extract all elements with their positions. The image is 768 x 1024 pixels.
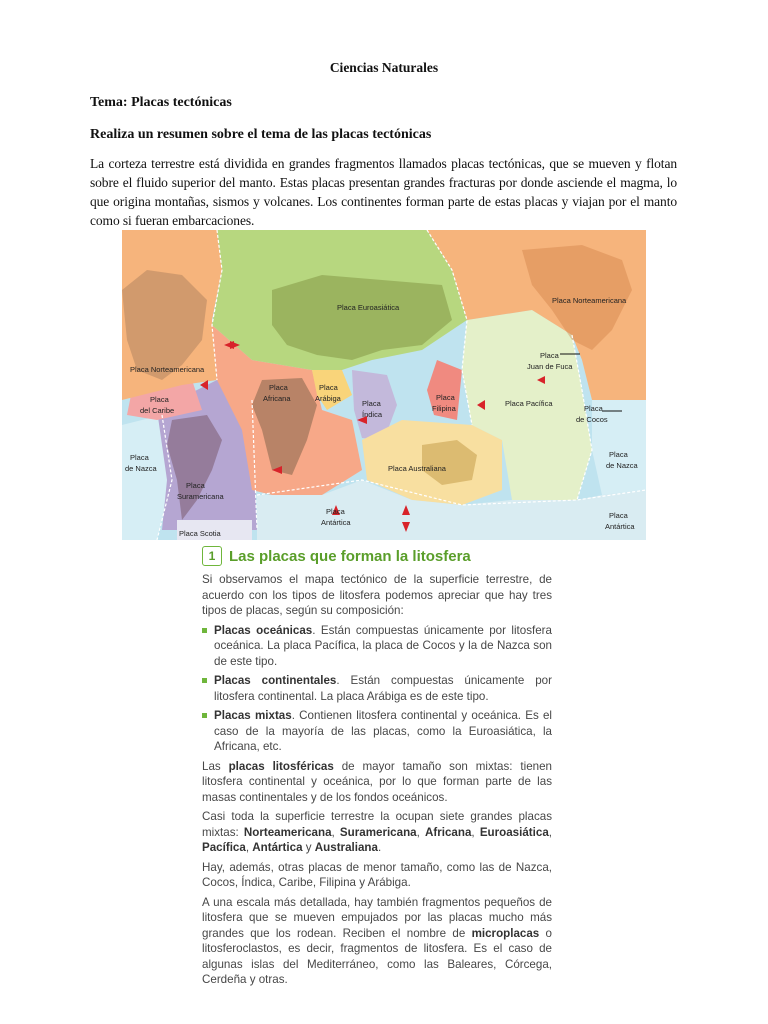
term-continentales: Placas continentales: [214, 674, 337, 687]
p3-and: y: [302, 841, 315, 854]
label-antartica-center-2: Antártica: [321, 518, 351, 527]
label-arabiga-1: Placa: [319, 383, 338, 392]
section-number: 1: [202, 546, 222, 566]
p3-start: Casi toda la superficie terrestre la ocupan siete grandes placas mixtas:: [202, 810, 552, 839]
label-norteamericana-east: Placa Norteamericana: [552, 296, 627, 305]
p2-start: Las: [202, 759, 229, 773]
label-antartica-center-1: Placa: [326, 507, 345, 516]
label-arabiga-2: Arábiga: [315, 394, 341, 403]
term-placas-litosfericas: placas litosféricas: [228, 759, 334, 773]
book-paragraph-3: [202, 809, 552, 856]
p5-end: o litosferoclastos, es decir, fragmentos de litosfera. Es el caso de algunas islas del Mediterráneo, como las Baleares, Córcega, Cerdeña y otras.: [202, 926, 553, 986]
label-filipina-2: Filipina: [432, 404, 456, 413]
label-cocos-1: Placa: [584, 404, 603, 413]
term-norteamericana: Norteamericana: [243, 825, 332, 839]
label-indica-1: Placa: [362, 399, 381, 408]
document-topic: Tema: Placas tectónicas: [90, 95, 232, 110]
term-pacifica: Pacífica: [202, 841, 246, 854]
section-heading: [202, 544, 552, 568]
label-nazca-east-2: de Nazca: [606, 461, 638, 470]
p3-sep: ,: [331, 825, 340, 839]
p3-sep: ,: [416, 825, 426, 839]
p3-sep: ,: [548, 825, 552, 839]
tectonic-plates-map: [122, 230, 646, 540]
bullet-continentales: [202, 673, 552, 704]
bullet-oceanicas: [202, 623, 552, 670]
label-africana-1: Placa: [269, 383, 288, 392]
label-caribe-2: del Caribe: [140, 406, 175, 415]
label-nazca-west-2: de Nazca: [125, 464, 157, 473]
label-antartica-east-2: Antártica: [605, 522, 635, 531]
bullet-square-icon: [202, 678, 207, 683]
label-juan-de-fuca-1: Placa: [540, 351, 559, 360]
label-indica-2: Índica: [362, 410, 383, 419]
term-mixtas: Placas mixtas: [214, 709, 292, 722]
term-microplacas: microplacas: [471, 926, 540, 940]
bullet-continentales-body: . Están compuestas únicamente por litosfera continental. La placa Arábiga es de este tipo.: [214, 674, 552, 703]
document-task: Realiza un resumen sobre el tema de las placas tectónicas: [90, 127, 432, 142]
p3-sep: ,: [245, 841, 253, 854]
intro-paragraph: La corteza terrestre está dividida en grandes fragmentos llamados placas tectónicas, que se mueven y flotan sobre el fluido superior del manto. Estas placas presentan grandes fracturas por donde asciende el magma, lo que origina montañas, sismos y volcanes. Los continentes forman parte de estas placas y viajan por el manto como si fueran embarcaciones.: [90, 156, 677, 228]
textbook-excerpt: [202, 544, 552, 988]
term-antartica: Antártica: [252, 841, 303, 854]
document-title: Ciencias Naturales: [329, 60, 439, 75]
p2-end: de mayor tamaño son mixtas: tienen litosfera continental y oceánica, por lo que forman parte de las masas continentales y de los fondos oceánicos.: [202, 759, 552, 804]
label-suramericana-1: Placa: [186, 481, 205, 490]
p3-sep: ,: [471, 825, 480, 839]
bullet-mixtas-body: . Contienen litosfera continental y oceánica. Es el caso de la mayoría de las placas, como la Euroasiática, la Africana, etc.: [214, 709, 552, 753]
bullet-mixtas-text: [214, 708, 552, 755]
section-heading-text: Las placas que forman la litosfera: [229, 547, 471, 565]
book-paragraph-4: Hay, además, otras placas de menor tamaño, como las de Nazca, Cocos, Índica, Caribe, Filipina y Arábiga.: [202, 860, 552, 889]
label-caribe-1: Placa: [150, 395, 169, 404]
term-africana: Africana: [425, 825, 472, 839]
bullet-square-icon: [202, 628, 207, 633]
bullet-oceanicas-text: [214, 623, 552, 670]
bullet-mixtas: [202, 708, 552, 755]
label-norteamericana-west: Placa Norteamericana: [130, 365, 205, 374]
term-oceanicas: Placas oceánicas: [214, 623, 313, 637]
label-juan-de-fuca-2: Juan de Fuca: [527, 362, 573, 371]
label-africana-2: Africana: [263, 394, 291, 403]
label-scotia: Placa Scotia: [179, 529, 221, 538]
label-antartica-east-1: Placa: [609, 511, 628, 520]
bullet-oceanicas-body: . Están compuestas únicamente por litosfera oceánica. La placa Pacífica, la placa de Cocos y la de Nazca son de este tipo.: [214, 623, 552, 668]
term-euroasiatica: Euroasiática: [479, 825, 549, 839]
p5-start: A una escala más detallada, hay también fragmentos pequeños de litosfera que se mueven empujados por las placas mucho más grandes que los rodean. Reciben el nombre de: [202, 895, 552, 940]
label-nazca-east-1: Placa: [609, 450, 628, 459]
term-australiana: Australiana: [314, 841, 378, 854]
book-paragraph-5: [202, 895, 552, 988]
label-australiana: Placa Australiana: [388, 464, 446, 473]
label-cocos-2: de Cocos: [576, 415, 608, 424]
bullet-continentales-text: [214, 673, 552, 704]
book-paragraph-1: Si observamos el mapa tectónico de la superficie terrestre, de acuerdo con los tipos de litosfera podemos apreciar que hay tres tipos de placas, según su composición:: [202, 573, 552, 617]
bullet-square-icon: [202, 713, 207, 718]
book-paragraph-2: [202, 759, 552, 806]
label-pacifica: Placa Pacífica: [505, 399, 553, 408]
label-nazca-west-1: Placa: [130, 453, 149, 462]
label-filipina-1: Placa: [436, 393, 455, 402]
term-suramericana: Suramericana: [339, 825, 417, 839]
label-euroasiatica: Placa Euroasiática: [337, 303, 400, 312]
label-suramericana-2: Suramericana: [177, 492, 224, 501]
p3-period: .: [377, 841, 382, 854]
